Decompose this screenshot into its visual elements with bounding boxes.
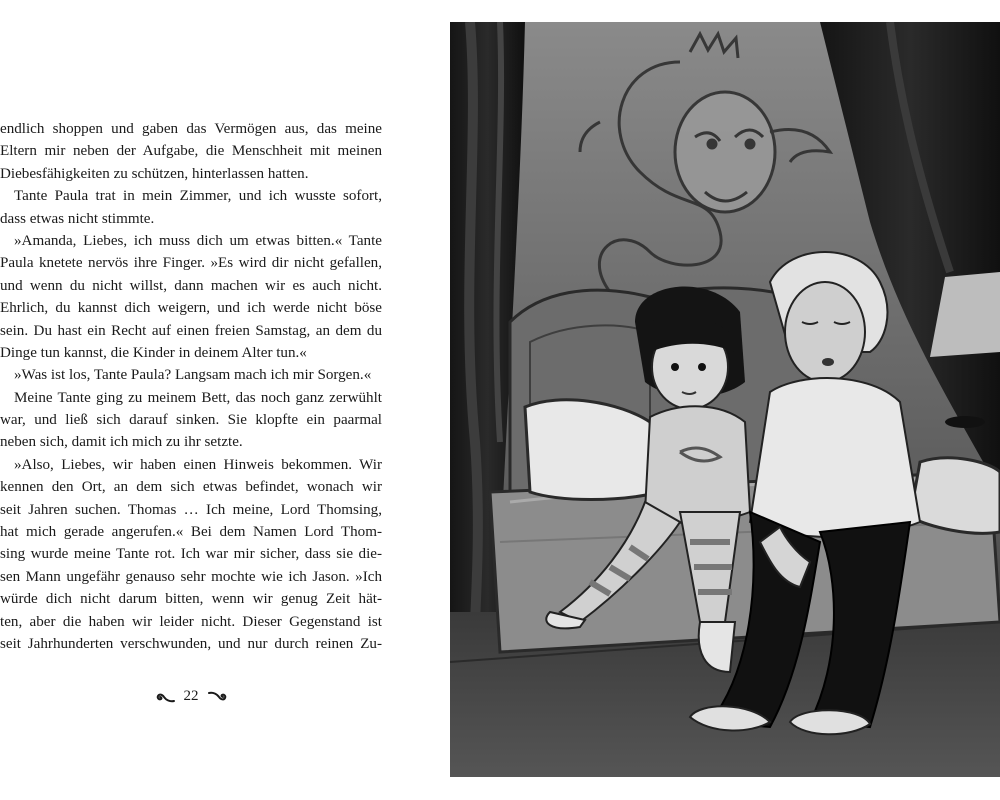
right-ornament-icon [207, 690, 227, 704]
text-line: neben sich, damit ich mich zu ihr setzte. [0, 434, 243, 451]
left-ornament-icon [156, 690, 176, 704]
text-line: kennen den Ort, an dem sich etwas befindet, wonach wir [0, 479, 382, 496]
pillow-right [910, 458, 1000, 533]
text-line: Ehrlich, du kannst dich weigern, und ich werde nicht böse [0, 300, 382, 317]
text-line: Eltern mir neben der Aufgabe, die Menschheit mit meinen [0, 143, 382, 160]
text-paragraph [0, 364, 382, 386]
text-paragraph [0, 185, 382, 230]
text-line: sein. Du hast ein Recht auf einen freien Samstag, an dem du [0, 322, 382, 339]
pillow-left [525, 400, 660, 500]
text-line: und wenn du nicht willst, dann machen wir es auch nicht. [0, 277, 382, 294]
text-paragraph [0, 230, 382, 364]
text-line: seit Jahrhunderten verschwunden, und nur durch reinen Zu- [0, 635, 382, 652]
book-text-page [0, 118, 382, 655]
text-line: »Was ist los, Tante Paula? Langsam mach ich mir Sorgen.« [14, 367, 372, 384]
illustration-panel [450, 22, 1000, 777]
text-paragraph [0, 118, 382, 185]
text-line: hat mich gerade angerufen.« Bei dem Namen Lord Thom- [0, 524, 382, 541]
page-number: 22 [183, 688, 199, 704]
page-folio [146, 688, 236, 705]
text-line: Meine Tante ging zu meinem Bett, das noch ganz zerwühlt [14, 389, 382, 406]
bedroom-illustration [450, 22, 1000, 777]
text-paragraph [0, 387, 382, 454]
text-line: sing wurde meine Tante rot. Ich war mir sicher, dass sie die- [0, 546, 382, 563]
text-line: ten, aber die haben wir leider nicht. Dieser Gegenstand ist [0, 613, 382, 630]
text-line: würde dich nicht darum bitten, wenn wir genug Zeit hät- [0, 591, 382, 608]
text-line: endlich shoppen und gaben das Vermögen aus, das meine [0, 121, 382, 137]
text-line: war, und ließ sich darauf sinken. Sie klopfte ein paarmal [0, 412, 382, 429]
text-line: dass etwas nicht stimmte. [0, 210, 155, 227]
text-line: seit Jahren suchen. Thomas … Ich meine, Lord Thomsing, [0, 501, 382, 518]
text-line: Tante Paula trat in mein Zimmer, und ich wusste sofort, [14, 188, 382, 205]
text-paragraph [0, 454, 382, 656]
text-line: Paula knetete nervös ihre Finger. »Es wird dir nicht gefallen, [0, 255, 382, 272]
text-line: »Amanda, Liebes, ich muss dich um etwas bitten.« Tante [14, 232, 382, 249]
text-line: sen Mann ungefähr genauso sehr mochte wie ich Jason. »Ich [0, 568, 382, 585]
text-line: Diebesfähigkeiten zu schützen, hinterlassen hatten. [0, 165, 309, 182]
text-line: Dinge tun kannst, die Kinder in deinem Alter tun.« [0, 344, 307, 361]
text-line: »Also, Liebes, wir haben einen Hinweis bekommen. Wir [14, 456, 382, 473]
